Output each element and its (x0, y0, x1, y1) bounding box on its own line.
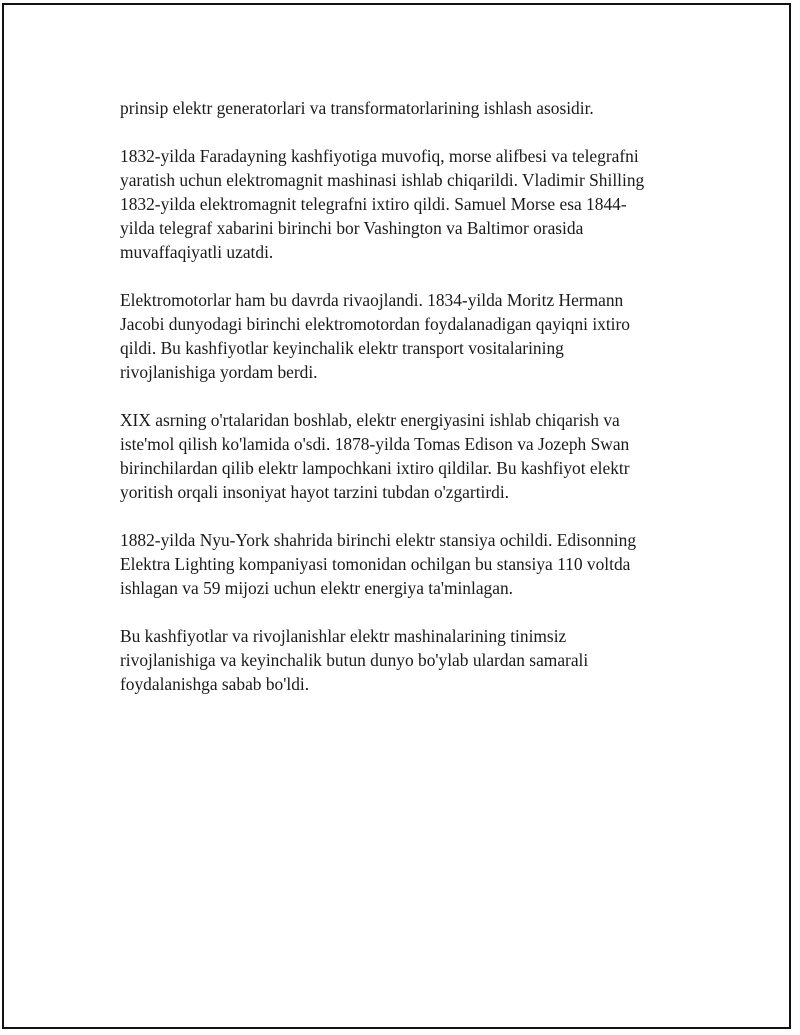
paragraph-4 (120, 408, 690, 504)
text-line: prinsip elektr generatorlari va transformatorlarining ishlash asosidir. (120, 98, 594, 118)
document-page (2, 3, 791, 1029)
text-line: foydalanishga sabab bo'ldi. (120, 674, 310, 694)
text-line: birinchilardan qilib elektr lampochkani ixtiro qildilar. Bu kashfiyot elektr (120, 458, 630, 478)
text-line: yilda telegraf xabarini birinchi bor Vashington va Baltimor orasida (120, 218, 584, 238)
text-line: rivojlanishiga yordam berdi. (120, 362, 318, 382)
paragraph-1 (120, 96, 690, 120)
text-line: Elektra Lighting kompaniyasi tomonidan ochilgan bu stansiya 110 voltda (120, 554, 631, 574)
text-line: yaratish uchun elektromagnit mashinasi ishlab chiqarildi. Vladimir Shilling (120, 170, 645, 190)
paragraph-3 (120, 288, 690, 384)
text-line: 1832-yilda elektromagnit telegrafni ixtiro qildi. Samuel Morse esa 1844- (120, 194, 627, 214)
document-body (120, 96, 690, 720)
text-line: Bu kashfiyotlar va rivojlanishlar elektr mashinalarining tinimsiz (120, 626, 567, 646)
text-line: Jacobi dunyodagi birinchi elektromotordan foydalanadigan qayiqni ixtiro (120, 314, 630, 334)
text-line: ishlagan va 59 mijozi uchun elektr energiya ta'minlagan. (120, 578, 514, 598)
paragraph-5 (120, 528, 690, 600)
text-line: Elektromotorlar ham bu davrda rivaojlandi. 1834-yilda Moritz Hermann (120, 290, 624, 310)
text-line: 1832-yilda Faradayning kashfiyotiga muvofiq, morse alifbesi va telegrafni (120, 146, 639, 166)
text-line: XIX asrning o'rtalaridan boshlab, elektr energiyasini ishlab chiqarish va (120, 410, 620, 430)
text-line: yoritish orqali insoniyat hayot tarzini tubdan o'zgartirdi. (120, 482, 510, 502)
text-line: rivojlanishiga va keyinchalik butun dunyo bo'ylab ulardan samarali (120, 650, 589, 670)
paragraph-6 (120, 624, 690, 696)
text-line: qildi. Bu kashfiyotlar keyinchalik elektr transport vositalarining (120, 338, 564, 358)
text-line: muvaffaqiyatli uzatdi. (120, 242, 274, 262)
text-line: iste'mol qilish ko'lamida o'sdi. 1878-yilda Tomas Edison va Jozeph Swan (120, 434, 630, 454)
paragraph-2 (120, 144, 690, 264)
text-line: 1882-yilda Nyu-York shahrida birinchi elektr stansiya ochildi. Edisonning (120, 530, 637, 550)
